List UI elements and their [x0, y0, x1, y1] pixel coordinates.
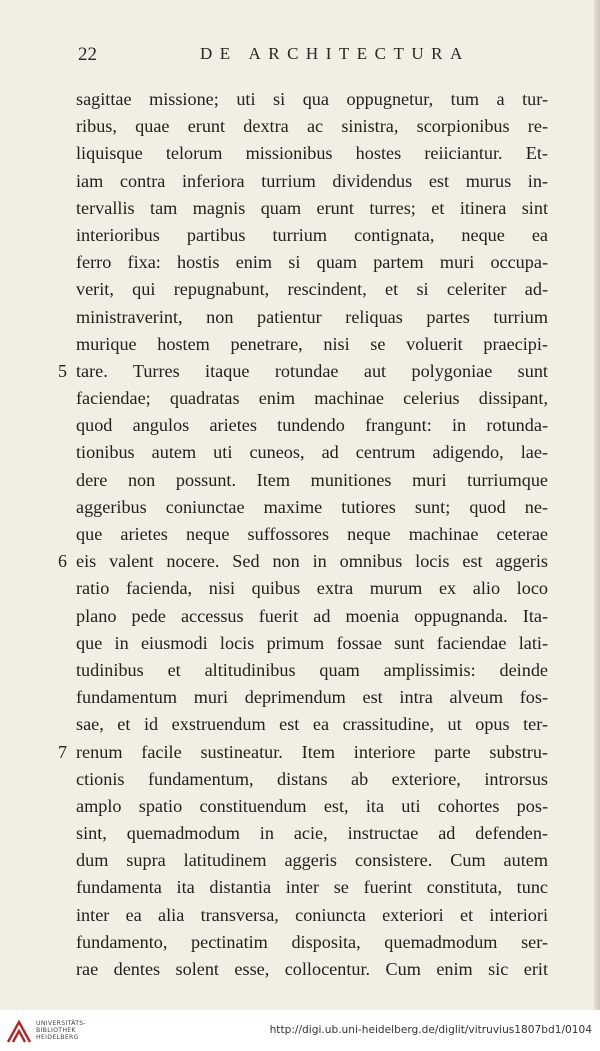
- text-line: [76, 603, 548, 630]
- text-line: [76, 195, 548, 222]
- line-text: fundamenta ita distantia inter se fuerint constituta, tunc: [76, 877, 548, 898]
- line-text: ratio facienda, nisi quibus extra murum ex alio loco: [76, 578, 548, 599]
- line-text: que in eiusmodi locis primum fossae sunt faciendae lati-: [76, 632, 548, 653]
- text-line: [76, 521, 548, 548]
- line-text: rae dentes solent esse, collocentur. Cum enim sic erit: [76, 959, 548, 979]
- line-text: liquisque telorum missionibus hostes reiiciantur. Et-: [76, 143, 548, 164]
- text-line: [76, 304, 548, 331]
- line-text: ribus, quae erunt dextra ac sinistra, scorpionibus re-: [76, 116, 548, 137]
- text-line: [76, 684, 548, 711]
- text-line: [76, 467, 548, 494]
- line-text: sagittae missione; uti si qua oppugnetur, tum a tur-: [76, 89, 548, 109]
- text-line: [76, 222, 548, 249]
- line-text: sae, et id exstruendum est ea crassitudine, ut opus ter-: [76, 714, 548, 735]
- text-line: [76, 412, 548, 439]
- source-url-link[interactable]: http://digi.ub.uni-heidelberg.de/diglit/vitruvius1807bd1/0104: [269, 1024, 592, 1036]
- running-title: DE ARCHITECTURA: [200, 44, 470, 63]
- line-text: tudinibus et altitudinibus quam amplissimis: deinde: [76, 659, 548, 680]
- line-text: fundamentum muri deprimendum est intra alveum fos-: [76, 687, 548, 708]
- line-text: tervallis tam magnis quam erunt turres; et itinera sint: [76, 197, 548, 218]
- text-line: [76, 331, 548, 358]
- line-text: sint, quemadmodum in acie, instructae ad defenden-: [76, 823, 548, 844]
- text-line: [76, 168, 548, 195]
- page-number: 22: [78, 44, 97, 65]
- text-line: [76, 86, 548, 113]
- text-line: [76, 766, 548, 793]
- line-text: dere non possunt. Item munitiones muri turriumque: [76, 469, 548, 490]
- line-text: aggeribus coniunctae maxime tutiores sunt; quod ne-: [76, 496, 548, 517]
- text-line: [76, 711, 548, 738]
- library-name-line: UNIVERSITÄTS-: [36, 1020, 87, 1027]
- text-line: [76, 140, 548, 167]
- line-text: tionibus autem uti cuneos, ad centrum adigendo, lae-: [76, 442, 548, 463]
- text-line: [76, 575, 548, 602]
- text-line: [76, 956, 548, 983]
- line-text: eis valent nocere. Sed non in omnibus locis est aggeris: [76, 551, 548, 572]
- line-text: murique hostem penetrare, nisi se voluerit praecipi-: [76, 333, 548, 354]
- text-line: [76, 847, 548, 874]
- text-line: [76, 494, 548, 521]
- text-line: [76, 439, 548, 466]
- running-head: [78, 44, 560, 68]
- section-number: 6: [58, 551, 67, 572]
- line-text: inter ea alia transversa, coniuncta exteriori et interiori: [76, 904, 548, 925]
- library-name-line: HEIDELBERG: [36, 1034, 79, 1042]
- line-text: ctionis fundamentum, distans ab exteriore, introrsus: [76, 768, 548, 789]
- text-line: [58, 358, 548, 385]
- text-line: [76, 630, 548, 657]
- text-line: [76, 902, 548, 929]
- line-text: verit, qui repugnabunt, rescindent, et si celeriter ad-: [76, 279, 548, 300]
- line-text: ferro fixa: hostis enim si quam partem muri occupa-: [76, 252, 548, 273]
- library-name-line: BIBLIOTHEK: [36, 1027, 76, 1035]
- line-text: renum facile sustineatur. Item interiore parte substru-: [76, 741, 548, 762]
- line-text: interioribus partibus turrium contignata, neque ea: [76, 224, 548, 245]
- line-text: dum supra latitudinem aggeris consistere. Cum autem: [76, 850, 548, 871]
- line-text: amplo spatio constituendum est, ita uti cohortes pos-: [76, 795, 548, 816]
- line-text: iam contra inferiora turrium dividendus est murus in-: [76, 170, 548, 191]
- footer: [0, 1010, 600, 1051]
- text-line: [58, 548, 548, 575]
- line-text: plano pede accessus fuerit ad moenia oppugnanda. Ita-: [76, 605, 548, 626]
- library-name: [36, 1020, 86, 1042]
- line-text: ministraverint, non patientur reliquas partes turrium: [76, 306, 548, 327]
- text-line: [76, 793, 548, 820]
- line-text: faciendae; quadratas enim machinae celerius dissipant,: [76, 388, 548, 409]
- text-line: [76, 113, 548, 140]
- text-line: [76, 249, 548, 276]
- line-text: fundamento, pectinatim disposita, quemadmodum ser-: [76, 931, 548, 952]
- body-text: [58, 86, 548, 983]
- line-text: que arietes neque suffossores neque machinae ceterae: [76, 524, 548, 544]
- text-line: [76, 385, 548, 412]
- text-line: [76, 276, 548, 303]
- section-number: 5: [58, 360, 67, 381]
- section-number: 7: [58, 741, 67, 762]
- line-text: tare. Turres itaque rotundae aut polygoniae sunt: [76, 360, 548, 381]
- line-text: quod angulos arietes tundendo frangunt: in rotunda-: [76, 415, 548, 436]
- library-logo-icon: [6, 1018, 32, 1044]
- text-line: [58, 739, 548, 766]
- page-edge: [594, 0, 600, 1010]
- text-line: [76, 929, 548, 956]
- text-line: [76, 874, 548, 901]
- text-line: [76, 820, 548, 847]
- text-line: [76, 657, 548, 684]
